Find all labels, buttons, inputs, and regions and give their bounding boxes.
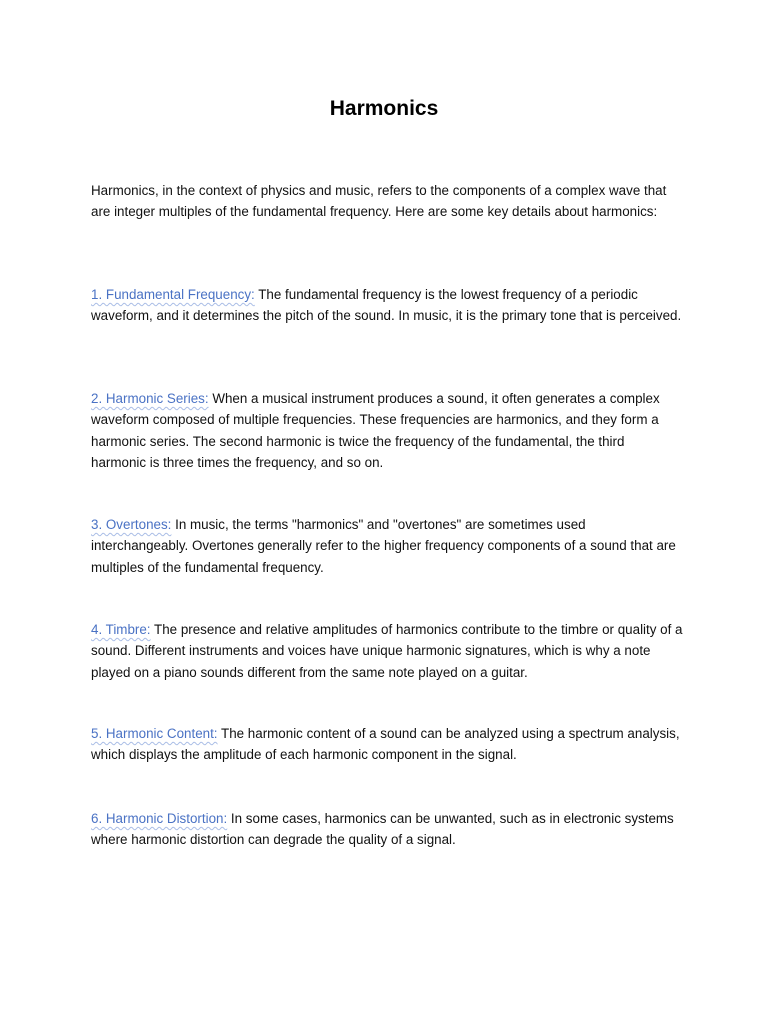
section-overtones: [91, 514, 683, 578]
section-text: When a musical instrument produces a sound, it often generates a complex waveform composed of multiple frequencies. These frequencies are harmonics, and they form a harmonic series. The second harmonic is twice the frequency of the fundamental, the third harmonic is three times the frequency, and so on.: [91, 391, 660, 471]
section-heading: 4. Timbre:: [91, 622, 151, 637]
section-heading: 2. Harmonic Series:: [91, 391, 209, 406]
section-text: In some cases, harmonics can be unwanted, such as in electronic systems where harmonic distortion can degrade the quality of a signal.: [91, 811, 674, 848]
section-text: The fundamental frequency is the lowest frequency of a periodic waveform, and it determines the pitch of the sound. In music, it is the primary tone that is perceived.: [91, 287, 682, 324]
section-text: The presence and relative amplitudes of harmonics contribute to the timbre or quality of a sound. Different instruments and voices have unique harmonic signatures, which is why a note played on a piano sounds different from the same note played on a guitar.: [91, 622, 683, 680]
section-harmonic-series: [91, 388, 683, 474]
section-harmonic-distortion: [91, 808, 683, 851]
page-title: Harmonics: [329, 97, 439, 120]
section-harmonic-content: [91, 723, 683, 766]
section-timbre: [91, 619, 683, 683]
section-heading: 6. Harmonic Distortion:: [91, 811, 228, 826]
section-heading: 3. Overtones:: [91, 517, 172, 532]
section-fundamental-frequency: [91, 284, 683, 327]
section-heading: 5. Harmonic Content:: [91, 726, 218, 741]
section-text: The harmonic content of a sound can be analyzed using a spectrum analysis, which displays the amplitude of each harmonic component in the signal.: [91, 726, 680, 763]
section-text: In music, the terms "harmonics" and "overtones" are sometimes used interchangeably. Overtones generally refer to the higher frequency components of a sound that are multiples of the fundamental frequency.: [91, 517, 676, 575]
intro-paragraph: Harmonics, in the context of physics and music, refers to the components of a complex wave that are integer multiples of the fundamental frequency. Here are some key details about harmonics:: [91, 183, 667, 219]
section-heading: 1. Fundamental Frequency:: [91, 287, 255, 302]
